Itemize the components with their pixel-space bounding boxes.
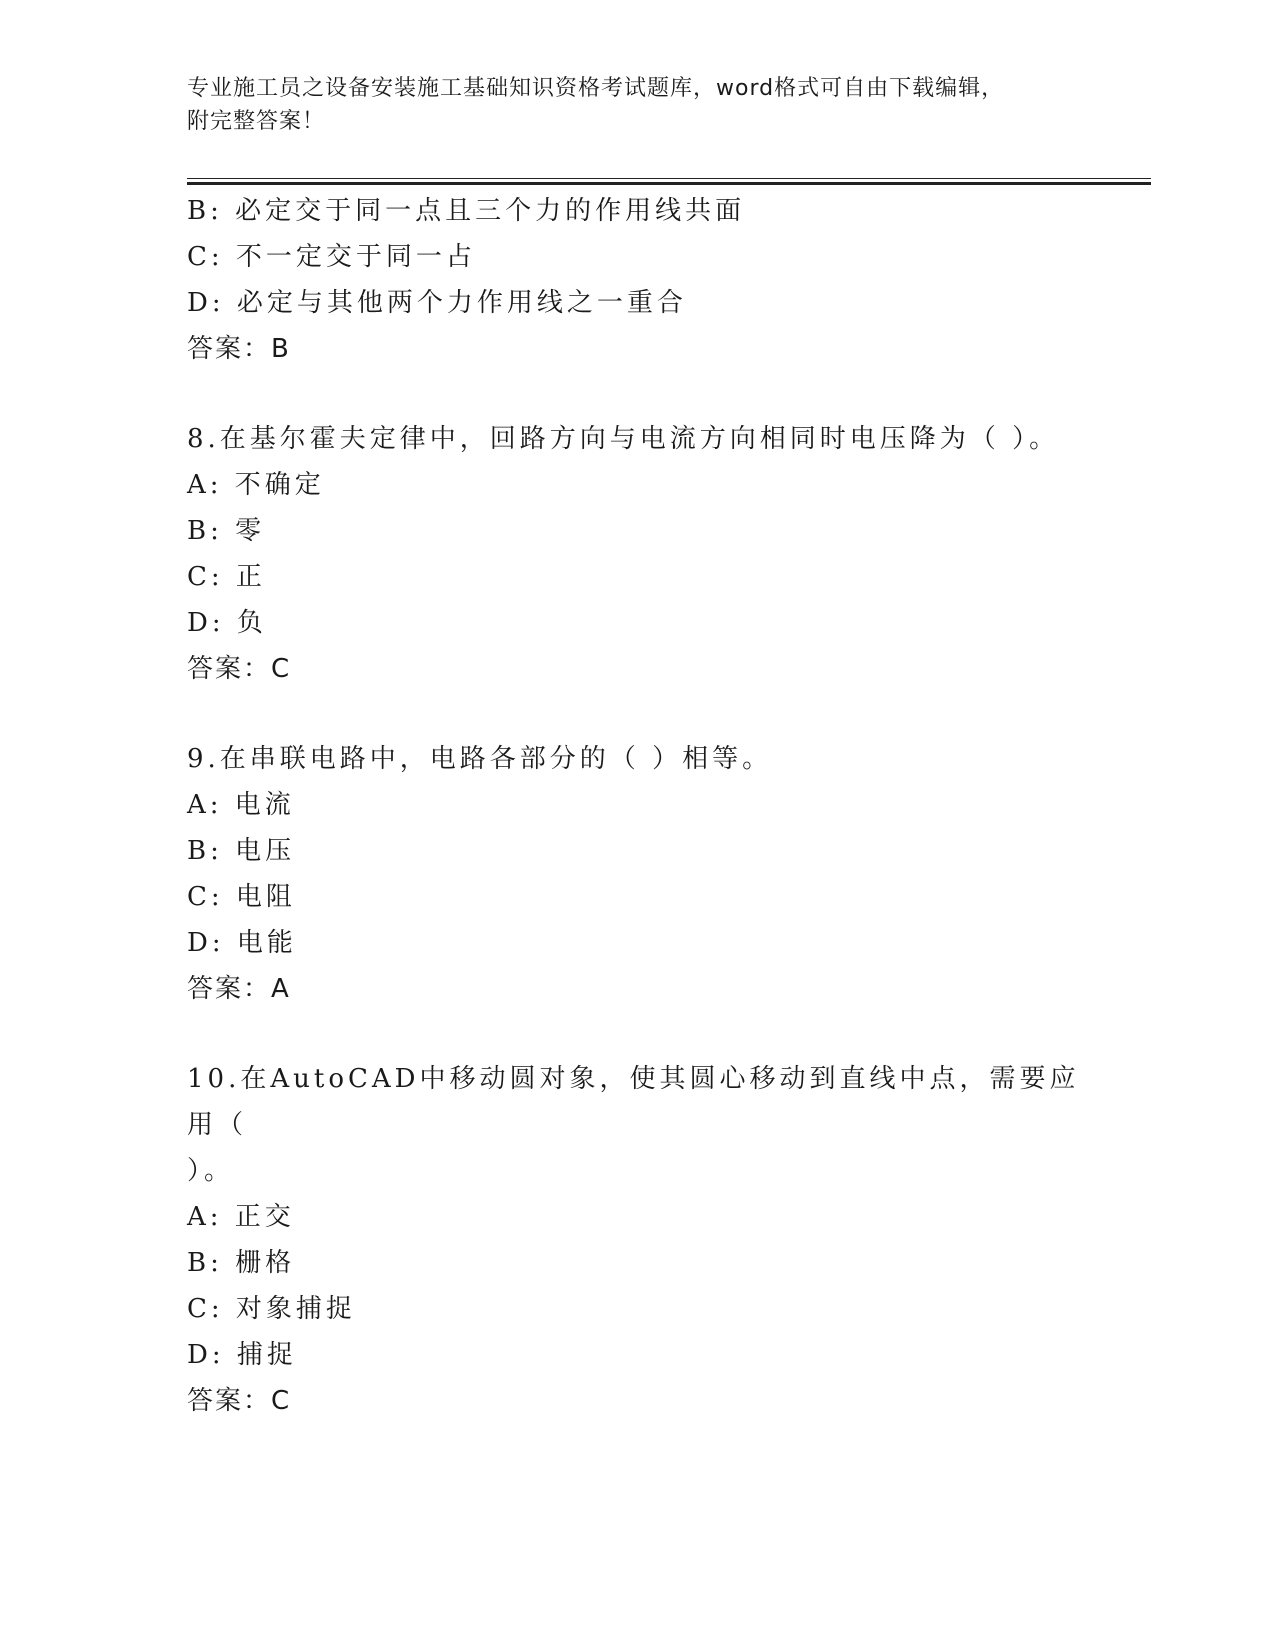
option-c: C: 正 bbox=[187, 562, 266, 592]
option-b: B: 栅格 bbox=[187, 1248, 296, 1278]
option-d: D: 必定与其他两个力作用线之一重合 bbox=[187, 288, 687, 318]
option-b: B: 电压 bbox=[187, 836, 296, 866]
question-block-prev bbox=[187, 188, 1087, 372]
option-b: B: 零 bbox=[187, 516, 266, 546]
option-a: A: 正交 bbox=[187, 1202, 295, 1232]
question-text-line-2: ）。 bbox=[187, 1156, 235, 1186]
option-b: B: 必定交于同一点且三个力的作用线共面 bbox=[187, 196, 746, 226]
question-text: 9.在串联电路中，电路各部分的（ ）相等。 bbox=[187, 744, 773, 774]
question-list bbox=[187, 188, 1087, 1424]
answer: 答案：C bbox=[187, 654, 292, 684]
option-c: C: 对象捕捉 bbox=[187, 1294, 356, 1324]
question-block-8 bbox=[187, 416, 1087, 692]
header-divider-thick bbox=[187, 182, 1151, 185]
option-a: A: 电流 bbox=[187, 790, 295, 820]
option-c: C: 不一定交于同一占 bbox=[187, 242, 476, 272]
option-a: A: 不确定 bbox=[187, 470, 325, 500]
document-header bbox=[187, 72, 1087, 138]
answer: 答案：C bbox=[187, 1386, 292, 1416]
option-d: D: 负 bbox=[187, 608, 267, 638]
option-c: C: 电阻 bbox=[187, 882, 296, 912]
question-text-line-1: 10.在AutoCAD中移动圆对象，使其圆心移动到直线中点，需要应用（ bbox=[187, 1064, 1080, 1140]
header-divider-thin bbox=[187, 178, 1151, 179]
answer: 答案：A bbox=[187, 974, 291, 1004]
option-d: D: 电能 bbox=[187, 928, 297, 958]
question-block-9 bbox=[187, 736, 1087, 1012]
header-line-1: 专业施工员之设备安装施工基础知识资格考试题库，word格式可自由下载编辑， bbox=[187, 76, 1005, 101]
header-line-2: 附完整答案！ bbox=[187, 109, 326, 134]
option-d: D: 捕捉 bbox=[187, 1340, 297, 1370]
question-text: 8.在基尔霍夫定律中，回路方向与电流方向相同时电压降为（ ）。 bbox=[187, 424, 1060, 454]
question-block-10 bbox=[187, 1056, 1087, 1424]
answer: 答案：B bbox=[187, 334, 291, 364]
